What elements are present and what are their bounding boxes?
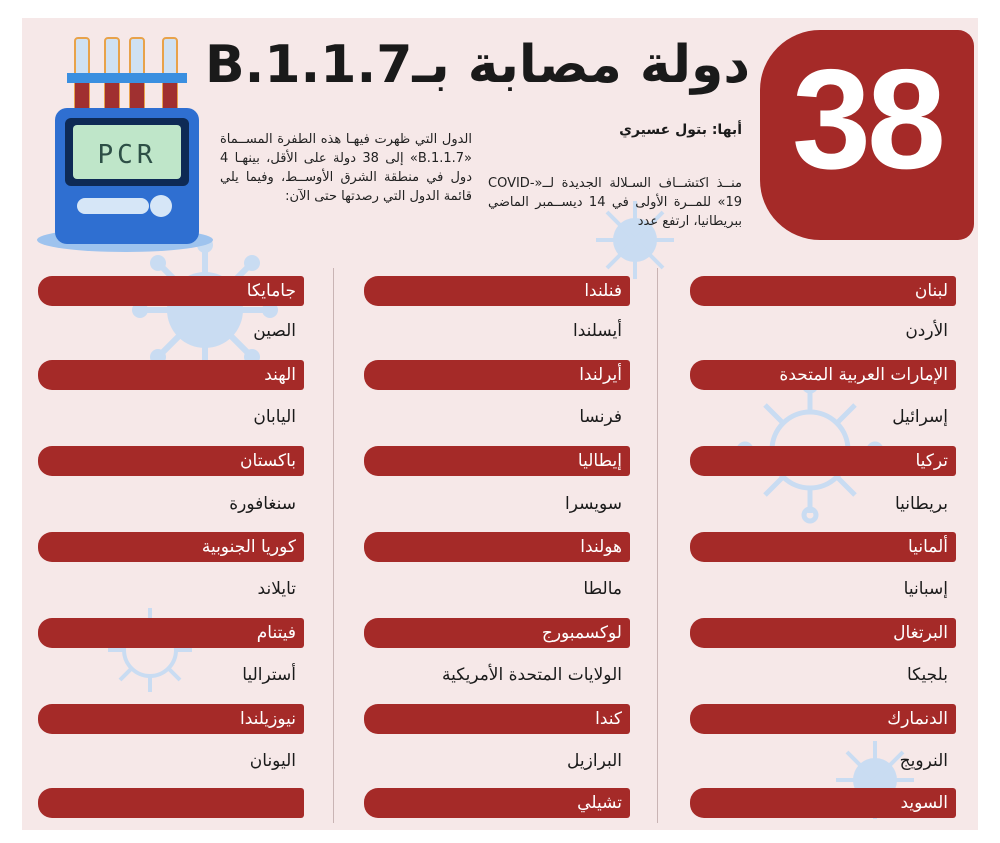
country-item: كندا <box>364 704 630 734</box>
country-item: الصين <box>253 321 296 341</box>
country-item: أيسلندا <box>572 321 622 341</box>
country-item: الدنمارك <box>690 704 956 734</box>
country-item: هولندا <box>364 532 630 562</box>
country-item: كوريا الجنوبية <box>38 532 304 562</box>
column-divider <box>333 268 334 823</box>
country-item: سويسرا <box>564 494 622 514</box>
country-item: سنغافورة <box>229 494 296 514</box>
country-item: نيوزيلندا <box>38 704 304 734</box>
country-item: تركيا <box>690 446 956 476</box>
country-item: بريطانيا <box>894 494 948 514</box>
country-item: تشيلي <box>364 788 630 818</box>
country-item: فنلندا <box>364 276 630 306</box>
country-item: لوكسمبورج <box>364 618 630 648</box>
country-item: اليابان <box>253 407 296 427</box>
country-item: إسرائيل <box>892 407 948 427</box>
pcr-screen-label: PCR <box>97 140 157 170</box>
country-item: الهند <box>38 360 304 390</box>
country-item: فرنسا <box>579 407 622 427</box>
country-item: بلجيكا <box>906 665 948 685</box>
page-title: دولة مصابة بـB.1.1.7 <box>204 35 750 95</box>
country-item: البرتغال <box>690 618 956 648</box>
country-item: إسبانيا <box>903 579 948 599</box>
country-item: باكستان <box>38 446 304 476</box>
country-item: إيطاليا <box>364 446 630 476</box>
country-item: البرازيل <box>567 751 622 771</box>
country-item: ألمانيا <box>690 532 956 562</box>
country-item: لبنان <box>690 276 956 306</box>
country-item <box>38 788 304 818</box>
country-item: السويد <box>690 788 956 818</box>
country-item: اليونان <box>249 751 296 771</box>
country-item: النرويج <box>899 751 948 771</box>
country-item: الإمارات العربية المتحدة <box>690 360 956 390</box>
intro-text-right: منــذ اكتشــاف السـلالة الجديدة لــ«COVID-19» للمــرة الأولى في 14 ديســمبر الماضي ببريطانيا، ارتفع عدد <box>488 176 743 229</box>
country-item: جامايكا <box>38 276 304 306</box>
count-badge-number: 38 <box>792 40 942 199</box>
author-byline: أبها: بتول عسيري <box>619 122 742 138</box>
intro-text-left: الدول التي ظهرت فيهـا هذه الطفرة المســماة «B.1.1.7» إلى 38 دولة على الأقل، بينهـا 4 دول في منطقة الشرق الأوســط، وفيما يلي قائمة الدول التي رصدتها حتى الآن: <box>220 132 472 204</box>
country-item: أستراليا <box>242 665 296 685</box>
column-divider <box>657 268 658 823</box>
country-item: الأردن <box>905 321 948 341</box>
country-item: مالطا <box>583 579 622 599</box>
country-item: الولايات المتحدة الأمريكية <box>441 665 622 685</box>
country-item: فيتنام <box>38 618 304 648</box>
country-item: تايلاند <box>257 579 296 599</box>
country-item: أيرلندا <box>364 360 630 390</box>
